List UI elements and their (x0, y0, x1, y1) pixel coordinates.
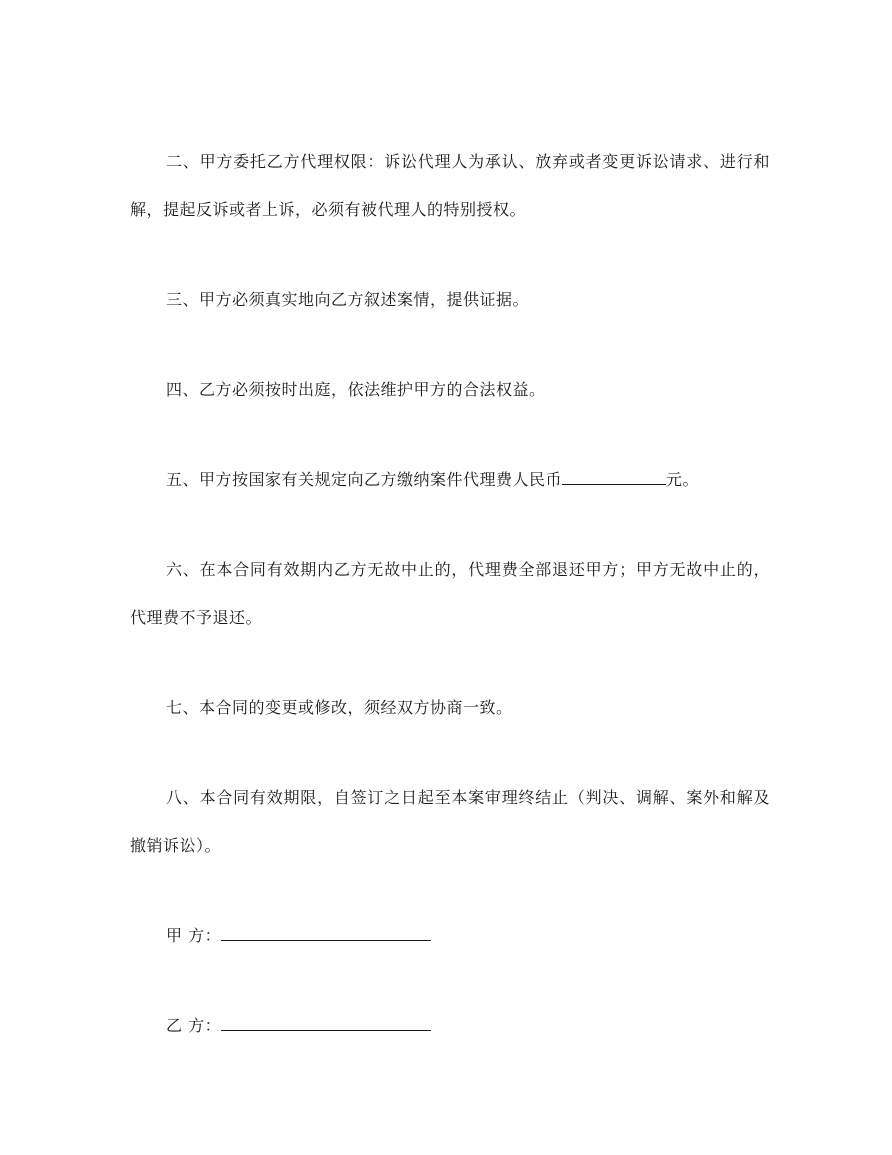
clause-4: 四、乙方必须按时出庭，依法维护甲方的合法权益。 (166, 380, 546, 399)
clause-2: 二、甲方委托乙方代理权限：诉讼代理人为承认、放弃或者变更诉讼请求、进行和解，提起反诉或者上诉，必须有被代理人的特别授权。 (130, 152, 770, 219)
party-b-signature (166, 1014, 431, 1038)
clause-5 (130, 456, 770, 504)
party-a-label: 甲 方： (166, 926, 222, 945)
party-b-blank (221, 1016, 431, 1031)
clause-3: 三、甲方必须真实地向乙方叙述案情，提供证据。 (166, 290, 530, 309)
clause-5-text: 五、甲方按国家有关规定向乙方缴纳案件代理费人民币 (166, 470, 563, 489)
fee-amount-blank (562, 470, 666, 485)
clause-8: 八、本合同有效期限，自签订之日起至本案审理终结止（判决、调解、案外和解及撤销诉讼）。 (130, 788, 770, 855)
party-a-signature (166, 924, 431, 948)
party-a-blank (221, 926, 431, 941)
party-b-label: 乙 方： (166, 1016, 222, 1035)
clause-6: 六、在本合同有效期内乙方无故中止的，代理费全部退还甲方；甲方无故中止的，代理费不予退还。 (130, 560, 770, 627)
clause-7: 七、本合同的变更或修改，须经双方协商一致。 (166, 698, 513, 717)
clause-5-suffix: 元。 (666, 470, 700, 489)
